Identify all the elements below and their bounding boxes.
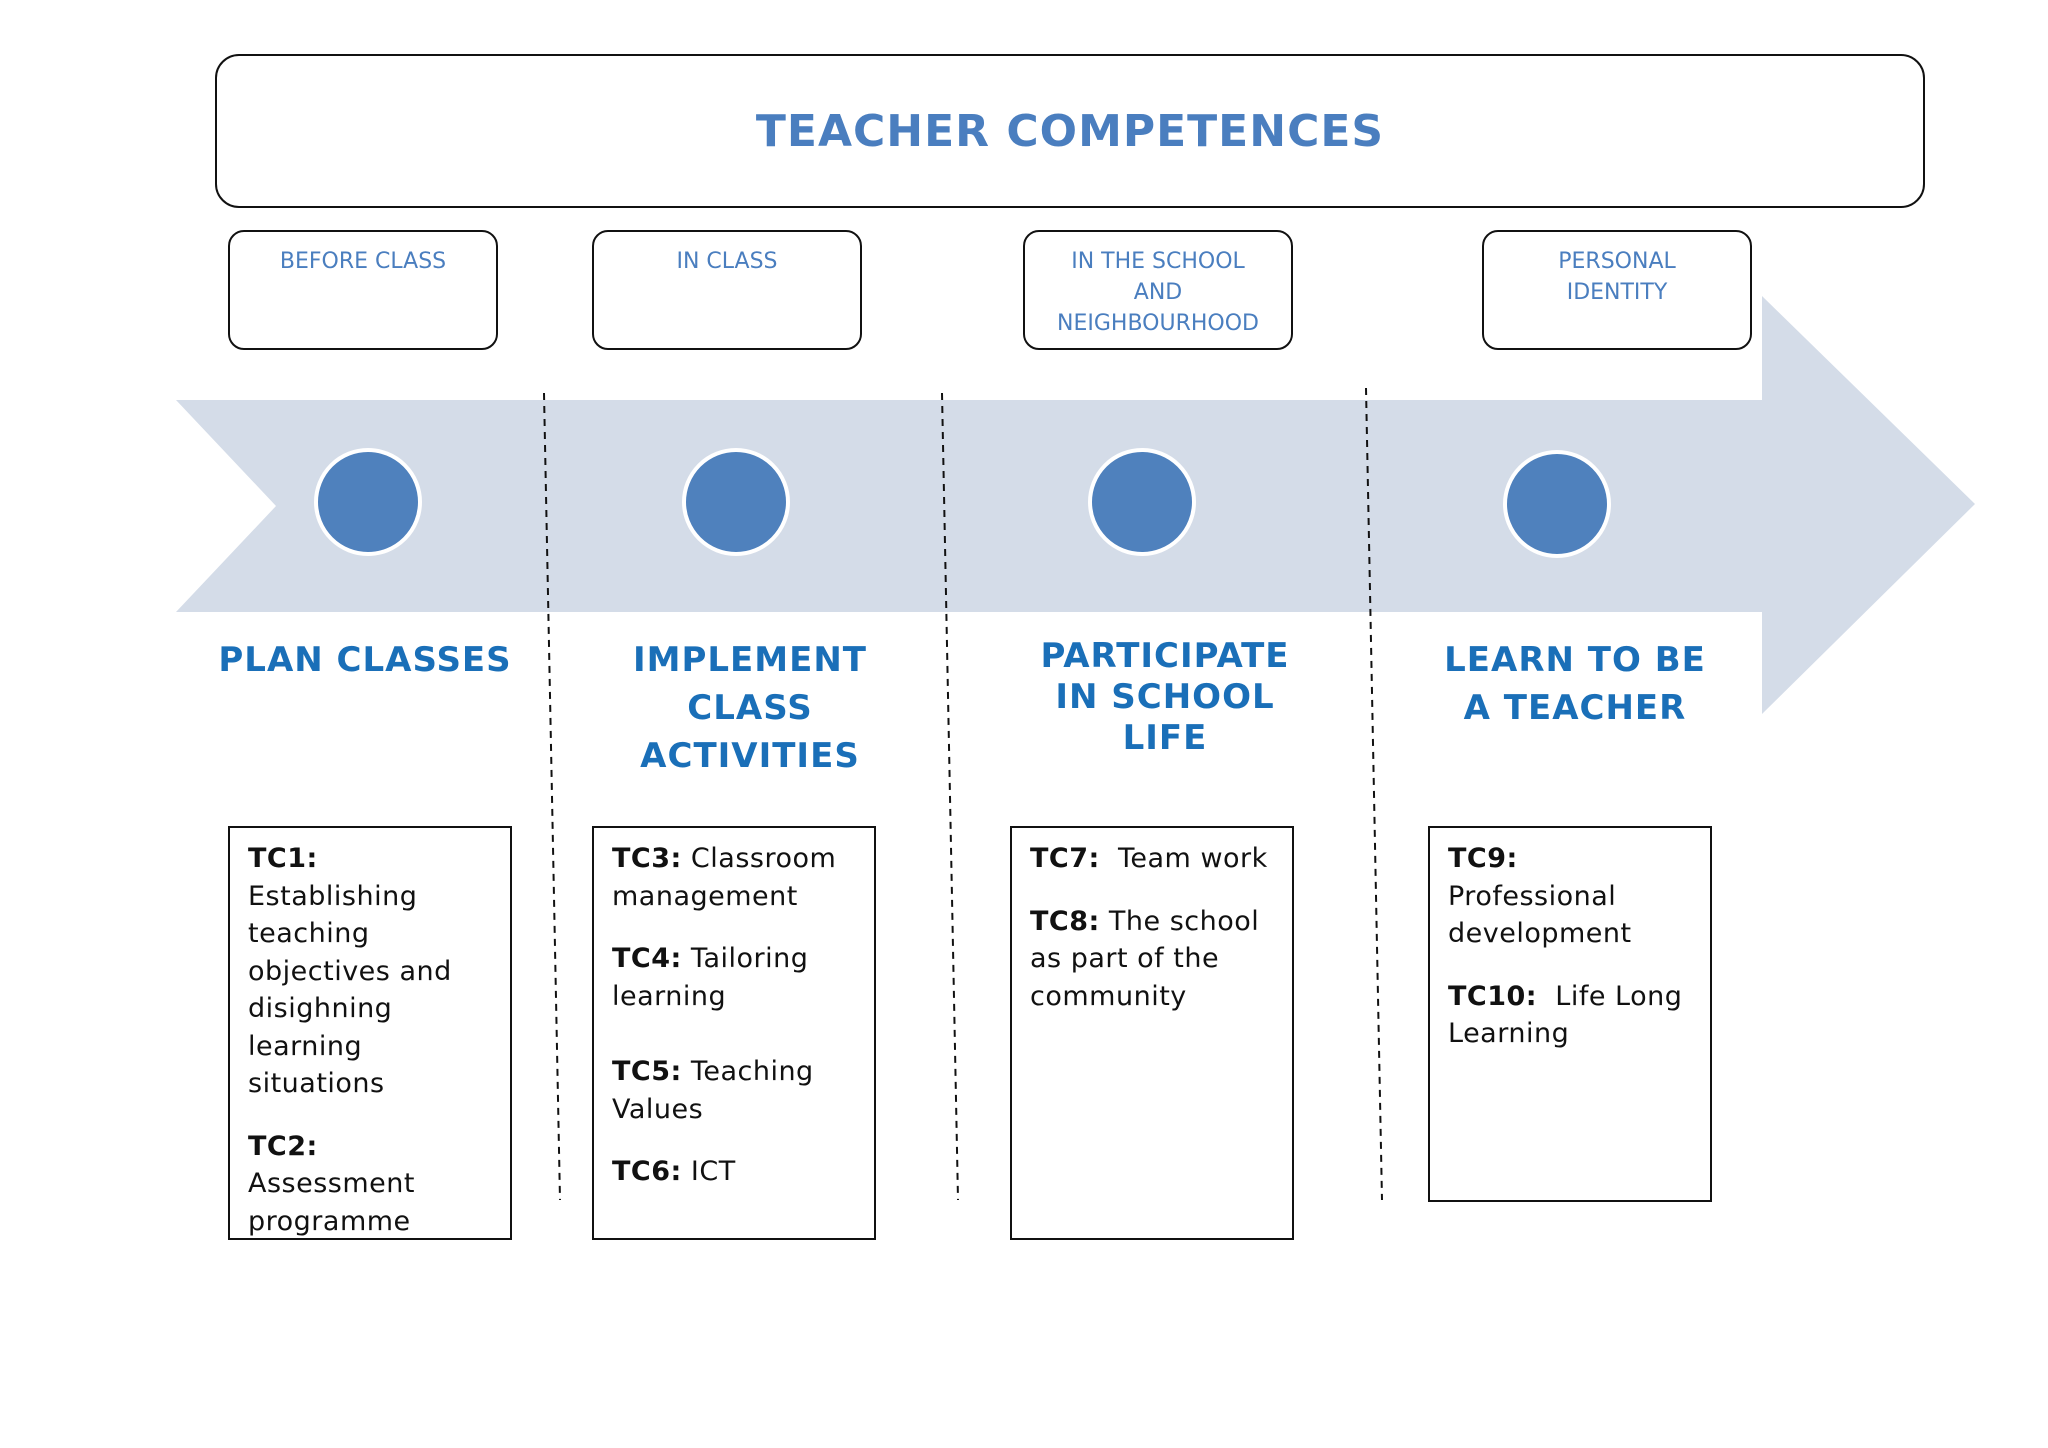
competence-text: Assessment programme bbox=[248, 1168, 415, 1237]
competence-text: Life Long Learning bbox=[1448, 980, 1683, 1049]
phase-node-circle bbox=[1505, 452, 1609, 556]
phase-title-learn-to-be-teacher: LEARN TO BE A TEACHER bbox=[1444, 640, 1706, 728]
competence-item bbox=[612, 940, 856, 1015]
phase-node-circle bbox=[316, 450, 420, 554]
competence-item bbox=[1448, 840, 1692, 953]
competence-code: TC2: bbox=[248, 1130, 318, 1162]
category-box-in-class: IN CLASS bbox=[592, 230, 862, 350]
competence-box-learn bbox=[1428, 826, 1712, 1202]
competence-code: TC7: bbox=[1030, 843, 1100, 874]
competence-text: Tailoring learning bbox=[612, 943, 809, 1012]
competence-item bbox=[612, 840, 856, 915]
competence-text: Establishing teaching objectives and disighning learning situations bbox=[248, 880, 452, 1099]
competence-text: The school as part of the community bbox=[1030, 905, 1260, 1012]
competence-item bbox=[248, 1128, 492, 1241]
phase-title-plan-classes: PLAN CLASSES bbox=[218, 640, 512, 680]
competence-item bbox=[612, 1153, 856, 1191]
competence-item bbox=[1030, 840, 1274, 878]
competence-code: TC5: bbox=[612, 1056, 682, 1087]
competence-item bbox=[612, 1053, 856, 1128]
competence-item bbox=[248, 840, 492, 1103]
competence-code: TC9: bbox=[1448, 843, 1518, 874]
competence-code: TC8: bbox=[1030, 905, 1100, 937]
competence-box-plan bbox=[228, 826, 512, 1240]
diagram-title: TEACHER COMPETENCES bbox=[755, 105, 1385, 157]
competence-text: Classroom management bbox=[612, 843, 837, 912]
phase-title-implement-class-activities: IMPLEMENT CLASS ACTIVITIES bbox=[632, 640, 867, 776]
competence-item bbox=[1448, 978, 1692, 1053]
competence-code: TC6: bbox=[612, 1156, 682, 1187]
category-box-school-neighbourhood: IN THE SCHOOL AND NEIGHBOURHOOD bbox=[1023, 230, 1293, 350]
competence-text: ICT bbox=[690, 1156, 736, 1187]
category-box-personal-identity: PERSONAL IDENTITY bbox=[1482, 230, 1752, 350]
title-box bbox=[215, 54, 1925, 208]
competence-text: Team work bbox=[1118, 843, 1268, 874]
phase-node-circle bbox=[1090, 450, 1194, 554]
competence-code: TC4: bbox=[612, 943, 682, 974]
competence-code: TC1: bbox=[248, 843, 318, 874]
competence-item bbox=[1030, 903, 1274, 1016]
phase-title-participate-school-life: PARTICIPATE IN SCHOOL LIFE bbox=[1040, 636, 1290, 758]
competence-code: TC3: bbox=[612, 843, 682, 874]
category-box-before-class: BEFORE CLASS bbox=[228, 230, 498, 350]
competence-box-implement bbox=[592, 826, 876, 1240]
competence-text: Teaching Values bbox=[612, 1056, 814, 1125]
competence-text: Professional development bbox=[1448, 880, 1632, 949]
competence-box-participate bbox=[1010, 826, 1294, 1240]
competence-code: TC10: bbox=[1448, 980, 1538, 1012]
phase-node-circle bbox=[684, 450, 788, 554]
